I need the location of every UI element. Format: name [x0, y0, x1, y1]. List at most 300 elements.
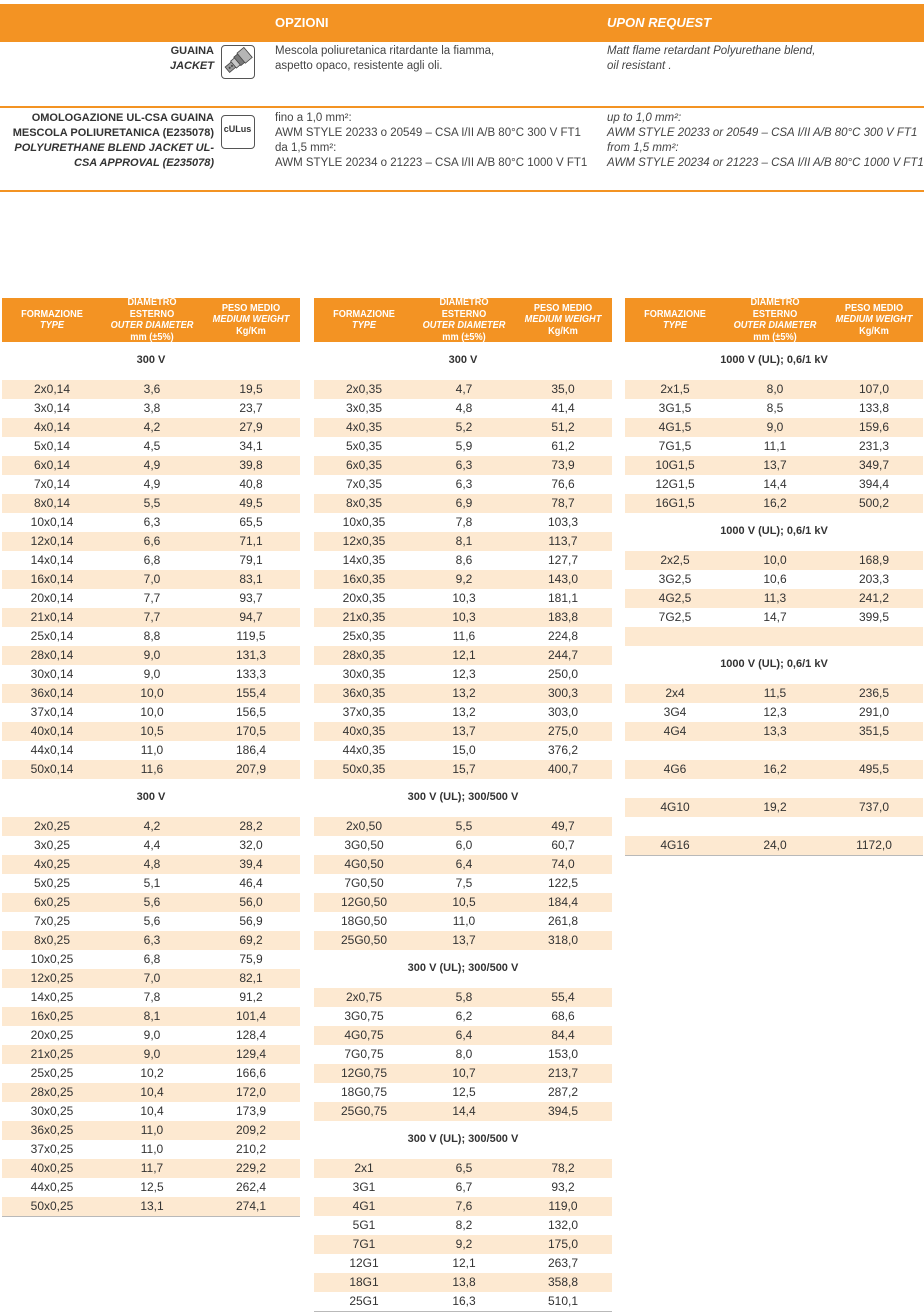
formation-cell: 4G16 — [660, 838, 690, 852]
column-header-line: mm (±5%) — [442, 331, 486, 343]
diameter-cell: 6,5 — [455, 1161, 473, 1175]
weight-cell: 153,0 — [547, 1047, 579, 1061]
weight-cell: 291,0 — [858, 705, 890, 719]
table-row — [314, 684, 612, 703]
option-row-jacket — [0, 44, 924, 104]
table-row — [2, 665, 300, 684]
diameter-cell: 11,1 — [763, 439, 787, 453]
weight-cell: 56,0 — [239, 895, 263, 909]
formation-cell: 6x0,25 — [33, 895, 71, 909]
diameter-cell: 9,0 — [766, 420, 784, 434]
table-row — [314, 912, 612, 931]
diameter-cell: 11,0 — [452, 914, 476, 928]
weight-cell: 82,1 — [239, 971, 263, 985]
weight-cell: 32,0 — [239, 838, 263, 852]
diameter-cell: 5,9 — [455, 439, 473, 453]
table-row — [2, 760, 300, 779]
formation-cell: 21x0,25 — [30, 1047, 74, 1061]
weight-cell: 51,2 — [551, 420, 575, 434]
weight-cell: 156,5 — [235, 705, 267, 719]
formation-cell: 10x0,14 — [30, 515, 74, 529]
weight-cell: 303,0 — [547, 705, 579, 719]
formation-cell: 25G1 — [349, 1294, 379, 1308]
option-separator — [0, 106, 924, 108]
table-row — [2, 1197, 300, 1216]
column-header-line: OUTER DIAMETER — [110, 320, 194, 331]
table-row — [2, 1083, 300, 1102]
formation-cell: 5x0,25 — [33, 876, 71, 890]
diameter-cell: 4,8 — [143, 857, 161, 871]
formation-cell: 2x2,5 — [660, 553, 690, 567]
voltage-label: 1000 V (UL); 0,6/1 kV — [720, 354, 828, 366]
formation-cell: 3G2,5 — [658, 572, 692, 586]
diameter-cell: 12,3 — [452, 667, 476, 681]
weight-cell: 159,6 — [858, 420, 890, 434]
table-row — [2, 893, 300, 912]
diameter-cell: 13,7 — [452, 933, 476, 947]
formation-cell: 7x0,14 — [33, 477, 71, 491]
table-row — [625, 817, 923, 836]
option-text-it-jacket: Mescola poliuretanica ritardante la fiamma, aspetto opaco, resistente agli oli. — [275, 45, 495, 72]
diameter-cell: 6,8 — [143, 553, 161, 567]
table-row — [2, 817, 300, 836]
weight-cell: 75,9 — [239, 952, 263, 966]
table-row — [314, 1045, 612, 1064]
weight-cell: 76,6 — [551, 477, 575, 491]
diameter-cell: 4,2 — [143, 819, 161, 833]
weight-cell: 510,1 — [547, 1294, 579, 1308]
weight-cell: 93,2 — [551, 1180, 575, 1194]
formation-cell: 3G0,75 — [344, 1009, 384, 1023]
weight-cell: 275,0 — [547, 724, 579, 738]
table-row — [2, 475, 300, 494]
table-row — [314, 437, 612, 456]
voltage-label: 300 V — [136, 791, 166, 803]
formation-cell: 4G0,75 — [344, 1028, 384, 1042]
table-row — [2, 1026, 300, 1045]
weight-cell: 203,3 — [858, 572, 890, 586]
diameter-cell: 7,8 — [455, 515, 473, 529]
section-title — [314, 1121, 612, 1159]
diameter-cell: 15,7 — [452, 762, 476, 776]
column-header-2 — [729, 298, 821, 342]
table-row — [2, 988, 300, 1007]
column-header-3 — [518, 298, 608, 342]
weight-cell: 49,5 — [239, 496, 263, 510]
formation-cell: 18G0,50 — [340, 914, 388, 928]
table-row — [2, 1159, 300, 1178]
formation-cell: 14x0,35 — [342, 553, 386, 567]
table-row — [2, 1045, 300, 1064]
section-title — [625, 646, 923, 684]
table-row — [314, 532, 612, 551]
table-row — [314, 703, 612, 722]
weight-cell: 155,4 — [235, 686, 267, 700]
formation-cell: 7G1,5 — [658, 439, 692, 453]
formation-cell: 25G0,50 — [340, 933, 388, 947]
weight-cell: 184,4 — [547, 895, 579, 909]
weight-cell: 119,5 — [236, 629, 266, 643]
diameter-cell: 10,3 — [452, 610, 476, 624]
diameter-cell: 8,8 — [143, 629, 161, 643]
section-title — [625, 342, 923, 380]
table-row — [625, 380, 923, 399]
weight-cell: 65,5 — [239, 515, 263, 529]
table-row — [625, 551, 923, 570]
table-row — [314, 475, 612, 494]
formation-cell: 16G1,5 — [655, 496, 695, 510]
option-row-ul-csa — [0, 110, 924, 186]
weight-cell: 69,2 — [239, 933, 263, 947]
table-row — [314, 570, 612, 589]
formation-cell: 2x0,50 — [345, 819, 383, 833]
weight-cell: 84,4 — [551, 1028, 575, 1042]
table-row — [314, 1216, 612, 1235]
formation-cell: 16x0,14 — [30, 572, 74, 586]
weight-cell: 55,4 — [551, 990, 575, 1004]
diameter-cell: 12,3 — [763, 705, 787, 719]
diameter-cell: 13,2 — [452, 705, 476, 719]
table-row — [625, 836, 923, 855]
formation-cell: 50x0,14 — [30, 762, 74, 776]
diameter-cell: 9,2 — [455, 572, 473, 586]
table-row — [314, 494, 612, 513]
diameter-cell: 11,0 — [140, 743, 164, 757]
diameter-cell: 4,5 — [143, 439, 161, 453]
table-row — [2, 646, 300, 665]
table-row — [314, 1292, 612, 1311]
voltage-label: 1000 V (UL); 0,6/1 kV — [720, 525, 828, 537]
formation-cell: 12x0,35 — [342, 534, 386, 548]
table-row — [314, 836, 612, 855]
formation-cell: 18G0,75 — [340, 1085, 388, 1099]
option-text-it-ul-csa: fino a 1,0 mm²: AWM STYLE 20233 o 20549 – CSA I/II A/B 80°C 300 V FT1 da 1,5 mm²: AWM STYLE 20234 o 21223 – CSA I/II A/B 80°C 1000 V FT1 — [275, 112, 588, 169]
weight-cell: 349,7 — [858, 458, 890, 472]
weight-cell: 127,7 — [547, 553, 579, 567]
formation-cell: 36x0,14 — [30, 686, 74, 700]
weight-cell: 250,0 — [547, 667, 579, 681]
diameter-cell: 4,9 — [143, 458, 161, 472]
diameter-cell: 19,2 — [763, 800, 787, 814]
column-header-line: MEDIUM WEIGHT — [524, 314, 602, 326]
formation-cell: 10x0,35 — [342, 515, 386, 529]
column-header-2 — [106, 298, 198, 342]
table-row — [314, 1254, 612, 1273]
diameter-cell: 12,5 — [140, 1180, 164, 1194]
weight-cell: 28,2 — [239, 819, 263, 833]
diameter-cell: 5,8 — [455, 990, 473, 1004]
options-header-it: OPZIONI — [275, 15, 329, 30]
diameter-cell: 6,4 — [455, 1028, 473, 1042]
option-text-en-ul-csa: up to 1,0 mm²: AWM STYLE 20233 or 20549 – CSA I/II A/B 80°C 300 V FT1 from 1,5 mm²: AWM STYLE 20234 or 21223 – CSA I/II A/B 80°C 1000 V FT1 — [607, 112, 924, 169]
formation-cell: 44x0,35 — [342, 743, 386, 757]
formation-cell: 14x0,14 — [30, 553, 74, 567]
table-row — [2, 741, 300, 760]
diameter-cell: 5,6 — [143, 895, 161, 909]
table-row — [314, 1083, 612, 1102]
formation-cell: 3G0,50 — [344, 838, 384, 852]
diameter-cell: 4,2 — [143, 420, 161, 434]
weight-cell: 241,2 — [858, 591, 890, 605]
table-row — [625, 475, 923, 494]
table-row — [314, 722, 612, 741]
cable-table-2 — [314, 298, 612, 1312]
table-row — [2, 589, 300, 608]
diameter-cell: 13,2 — [452, 686, 476, 700]
weight-cell: 56,9 — [239, 914, 263, 928]
formation-cell: 12G0,50 — [340, 895, 388, 909]
cable-table-3 — [625, 298, 923, 856]
table-row — [625, 437, 923, 456]
formation-cell: 12G1,5 — [655, 477, 695, 491]
table-row — [2, 684, 300, 703]
section-title — [2, 342, 300, 380]
table-row — [314, 646, 612, 665]
weight-cell: 231,3 — [858, 439, 890, 453]
formation-cell: 16x0,25 — [30, 1009, 74, 1023]
weight-cell: 213,7 — [547, 1066, 579, 1080]
diameter-cell: 6,3 — [143, 515, 161, 529]
voltage-label: 300 V — [136, 354, 166, 366]
diameter-cell: 7,0 — [143, 971, 161, 985]
table-row — [2, 1178, 300, 1197]
table-header — [625, 298, 923, 342]
column-header-line: FORMAZIONE — [21, 308, 83, 320]
formation-cell: 3G1 — [352, 1180, 376, 1194]
weight-cell: 78,7 — [551, 496, 575, 510]
table-row — [314, 1007, 612, 1026]
table-row — [625, 741, 923, 760]
diameter-cell: 10,3 — [452, 591, 476, 605]
table-row — [625, 589, 923, 608]
weight-cell: 78,2 — [551, 1161, 575, 1175]
table-row — [2, 437, 300, 456]
diameter-cell: 6,3 — [143, 933, 161, 947]
diameter-cell: 10,5 — [452, 895, 476, 909]
diameter-cell: 12,1 — [452, 1256, 476, 1270]
formation-cell: 8x0,35 — [345, 496, 383, 510]
diameter-cell: 4,9 — [143, 477, 161, 491]
formation-cell: 6x0,35 — [345, 458, 383, 472]
formation-cell: 21x0,14 — [30, 610, 74, 624]
diameter-cell: 12,5 — [452, 1085, 476, 1099]
formation-cell: 20x0,14 — [30, 591, 74, 605]
voltage-label: 300 V (UL); 300/500 V — [407, 962, 519, 974]
weight-cell: 79,1 — [239, 553, 263, 567]
weight-cell: 400,7 — [547, 762, 579, 776]
weight-cell: 74,0 — [551, 857, 575, 871]
weight-cell: 73,9 — [551, 458, 575, 472]
column-header-line: mm (±5%) — [130, 331, 174, 343]
table-row — [2, 703, 300, 722]
diameter-cell: 6,6 — [143, 534, 161, 548]
weight-cell: 133,8 — [858, 401, 890, 415]
weight-cell: 274,1 — [235, 1199, 267, 1213]
diameter-cell: 8,0 — [455, 1047, 473, 1061]
table-row — [625, 418, 923, 437]
cul-us-certification-icon: cULus — [221, 115, 255, 149]
diameter-cell: 13,7 — [452, 724, 476, 738]
diameter-cell: 10,4 — [140, 1085, 164, 1099]
weight-cell: 394,5 — [547, 1104, 579, 1118]
diameter-cell: 10,7 — [452, 1066, 476, 1080]
diameter-cell: 5,6 — [143, 914, 161, 928]
table-row — [314, 817, 612, 836]
option-label-jacket: GUAINA JACKET — [169, 45, 214, 72]
weight-cell: 131,3 — [235, 648, 267, 662]
formation-cell: 36x0,25 — [30, 1123, 74, 1137]
column-header-3 — [829, 298, 919, 342]
diameter-cell: 8,1 — [455, 534, 473, 548]
weight-cell: 394,4 — [858, 477, 890, 491]
formation-cell: 8x0,25 — [33, 933, 71, 947]
table-row — [2, 608, 300, 627]
formation-cell: 7G0,75 — [344, 1047, 384, 1061]
table-row — [314, 1273, 612, 1292]
diameter-cell: 11,6 — [452, 629, 476, 643]
diameter-cell: 16,2 — [763, 496, 787, 510]
diameter-cell: 11,7 — [140, 1161, 164, 1175]
table-row — [2, 494, 300, 513]
formation-cell: 4x0,25 — [33, 857, 71, 871]
formation-cell: 7G2,5 — [658, 610, 692, 624]
formation-cell: 2x4 — [665, 686, 685, 700]
table-row — [2, 950, 300, 969]
weight-cell: 128,4 — [235, 1028, 267, 1042]
formation-cell: 28x0,35 — [342, 648, 386, 662]
diameter-cell: 10,0 — [140, 686, 164, 700]
weight-cell: 376,2 — [547, 743, 579, 757]
section-title — [2, 779, 300, 817]
formation-cell: 2x1,5 — [660, 382, 690, 396]
formation-cell: 44x0,14 — [30, 743, 74, 757]
diameter-cell: 8,5 — [766, 401, 784, 415]
table-row — [2, 380, 300, 399]
formation-cell: 20x0,35 — [342, 591, 386, 605]
formation-cell: 2x1 — [354, 1161, 374, 1175]
weight-cell: 133,3 — [235, 667, 267, 681]
formation-cell: 6x0,14 — [33, 458, 71, 472]
formation-cell: 4G4 — [663, 724, 687, 738]
weight-cell: 39,8 — [239, 458, 263, 472]
diameter-cell: 11,6 — [140, 762, 164, 776]
weight-cell: 224,8 — [547, 629, 579, 643]
formation-cell: 30x0,25 — [30, 1104, 74, 1118]
weight-cell: 68,6 — [551, 1009, 575, 1023]
diameter-cell: 9,0 — [143, 1028, 161, 1042]
formation-cell: 7x0,35 — [345, 477, 383, 491]
table-row — [314, 1026, 612, 1045]
table-row — [2, 551, 300, 570]
table-row — [314, 665, 612, 684]
table-row — [625, 570, 923, 589]
diameter-cell: 13,8 — [452, 1275, 476, 1289]
weight-cell: 83,1 — [239, 572, 263, 586]
column-header-2 — [418, 298, 510, 342]
table-row — [314, 399, 612, 418]
option-bottom-separator — [0, 190, 924, 192]
diameter-cell: 10,2 — [140, 1066, 164, 1080]
formation-cell: 20x0,25 — [30, 1028, 74, 1042]
formation-cell: 4G1 — [352, 1199, 376, 1213]
diameter-cell: 9,2 — [455, 1237, 473, 1251]
weight-cell: 35,0 — [551, 382, 575, 396]
table-header — [2, 298, 300, 342]
formation-cell: 40x0,25 — [30, 1161, 74, 1175]
table-row — [314, 380, 612, 399]
table-row — [2, 1121, 300, 1140]
table-row — [625, 627, 923, 646]
formation-cell: 14x0,25 — [30, 990, 74, 1004]
diameter-cell: 4,8 — [455, 401, 473, 415]
formation-cell: 4G1,5 — [658, 420, 692, 434]
formation-cell: 5x0,14 — [33, 439, 71, 453]
table-row — [625, 494, 923, 513]
table-row — [2, 627, 300, 646]
voltage-label: 300 V — [448, 354, 478, 366]
formation-cell: 3G4 — [663, 705, 687, 719]
table-row — [2, 418, 300, 437]
weight-cell: 49,7 — [551, 819, 575, 833]
weight-cell: 287,2 — [547, 1085, 579, 1099]
table-header — [314, 298, 612, 342]
diameter-cell: 6,8 — [143, 952, 161, 966]
table-row — [2, 399, 300, 418]
diameter-cell: 10,4 — [140, 1104, 164, 1118]
table-row — [2, 855, 300, 874]
weight-cell: 23,7 — [239, 401, 263, 415]
formation-cell: 2x0,35 — [345, 382, 383, 396]
formation-cell: 30x0,35 — [342, 667, 386, 681]
weight-cell: 173,9 — [235, 1104, 267, 1118]
weight-cell: 262,4 — [235, 1180, 267, 1194]
table-row — [2, 969, 300, 988]
weight-cell: 175,0 — [547, 1237, 579, 1251]
diameter-cell: 5,1 — [143, 876, 161, 890]
diameter-cell: 3,6 — [143, 382, 161, 396]
table-row — [314, 760, 612, 779]
weight-cell: 351,5 — [858, 724, 890, 738]
weight-cell: 91,2 — [239, 990, 263, 1004]
diameter-cell: 6,9 — [455, 496, 473, 510]
table-row — [2, 836, 300, 855]
weight-cell: 399,5 — [858, 610, 890, 624]
weight-cell: 107,0 — [858, 382, 890, 396]
column-header-line: OUTER DIAMETER — [422, 320, 506, 331]
weight-cell: 207,9 — [235, 762, 267, 776]
diameter-cell: 6,0 — [455, 838, 473, 852]
formation-cell: 12G0,75 — [340, 1066, 388, 1080]
formation-cell: 10G1,5 — [655, 458, 695, 472]
formation-cell: 2x0,25 — [33, 819, 71, 833]
formation-cell: 8x0,14 — [33, 496, 71, 510]
diameter-cell: 6,3 — [455, 477, 473, 491]
weight-cell: 166,6 — [235, 1066, 267, 1080]
table-row — [314, 418, 612, 437]
voltage-label: 300 V (UL); 300/500 V — [407, 1133, 519, 1145]
table-row — [314, 1178, 612, 1197]
diameter-cell: 11,0 — [140, 1142, 164, 1156]
column-header-1 — [629, 298, 721, 342]
formation-cell: 18G1 — [349, 1275, 379, 1289]
weight-cell: 34,1 — [239, 439, 263, 453]
diameter-cell: 13,1 — [140, 1199, 164, 1213]
weight-cell: 261,8 — [547, 914, 579, 928]
cable-jacket-icon — [221, 45, 255, 79]
column-header-line: FORMAZIONE — [333, 308, 395, 320]
formation-cell: 5x0,35 — [345, 439, 383, 453]
weight-cell: 61,2 — [551, 439, 575, 453]
